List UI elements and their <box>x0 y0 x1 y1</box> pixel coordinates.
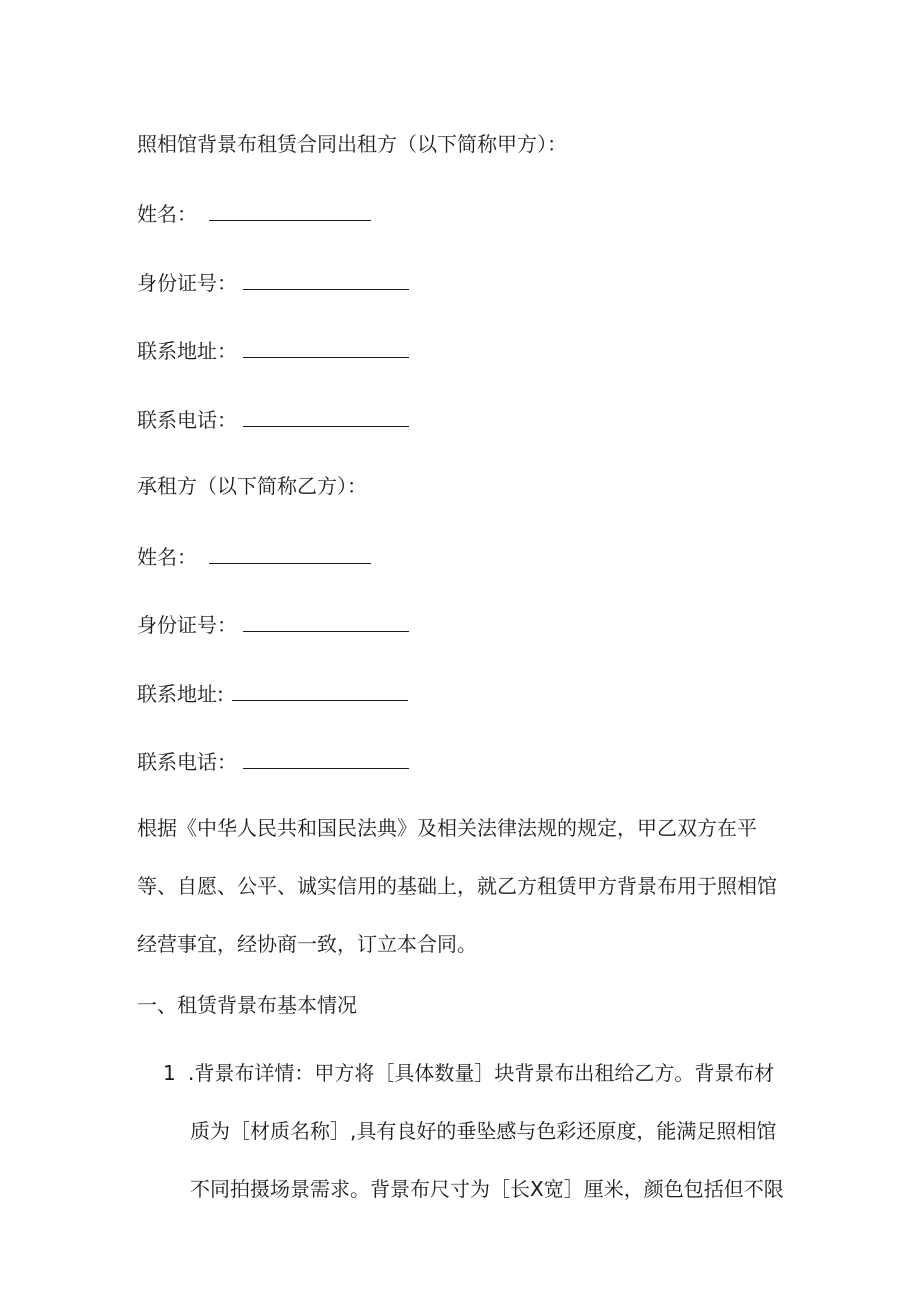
lessor-id-row <box>137 267 409 297</box>
lessor-address-row <box>137 335 409 365</box>
item-line: 不同拍摄场景需求。背景布尺寸为［长X宽］厘米，颜色包括但不限 <box>190 1177 784 1201</box>
lessee-address-row <box>137 678 408 708</box>
lessor-phone-field[interactable] <box>243 404 409 427</box>
lessee-heading: 承租方（以下简称乙方）： <box>137 474 367 498</box>
lessee-phone-label: 联系电话： <box>137 750 237 774</box>
section-heading: 一、租赁背景布基本情况 <box>137 993 357 1017</box>
item-line: 质为［材质名称］,具有良好的垂坠感与色彩还原度，能满足照相馆 <box>190 1119 777 1143</box>
lessee-address-field[interactable] <box>232 678 408 701</box>
lessor-phone-row <box>137 404 409 434</box>
lessor-heading: 照相馆背景布租赁合同出租方（以下简称甲方）： <box>137 132 567 156</box>
lessee-phone-field[interactable] <box>243 746 409 769</box>
lessee-name-row <box>137 541 371 571</box>
lessor-id-field[interactable] <box>243 267 409 290</box>
lessee-id-field[interactable] <box>243 609 409 632</box>
lessor-address-label: 联系地址： <box>137 339 237 363</box>
lessee-address-label: 联系地址: <box>137 682 224 706</box>
lessee-id-row <box>137 609 409 639</box>
lessor-name-field[interactable] <box>209 198 371 221</box>
intro-paragraph <box>137 814 797 988</box>
item-line: .背景布详情：甲方将［具体数量］块背景布出租给乙方。背景布材 <box>188 1061 775 1085</box>
item-text <box>188 1059 798 1233</box>
intro-line: 根据《中华人民共和国民法典》及相关法律法规的规定，甲乙双方在平 <box>137 816 757 840</box>
lessor-name-row <box>137 198 371 228</box>
item-number: 1 <box>163 1061 176 1085</box>
intro-line: 等、自愿、公平、诚实信用的基础上，就乙方租赁甲方背景布用于照相馆 <box>137 874 777 898</box>
intro-line: 经营事宜，经协商一致，订立本合同。 <box>137 932 477 956</box>
lessee-name-field[interactable] <box>209 541 371 564</box>
lessee-phone-row <box>137 746 409 776</box>
lessor-phone-label: 联系电话： <box>137 408 237 432</box>
lessee-id-label: 身份证号： <box>137 613 237 637</box>
lessee-name-label: 姓名： <box>137 545 197 569</box>
lessor-id-label: 身份证号： <box>137 271 237 295</box>
lessor-address-field[interactable] <box>243 335 409 358</box>
lessor-name-label: 姓名： <box>137 202 197 226</box>
